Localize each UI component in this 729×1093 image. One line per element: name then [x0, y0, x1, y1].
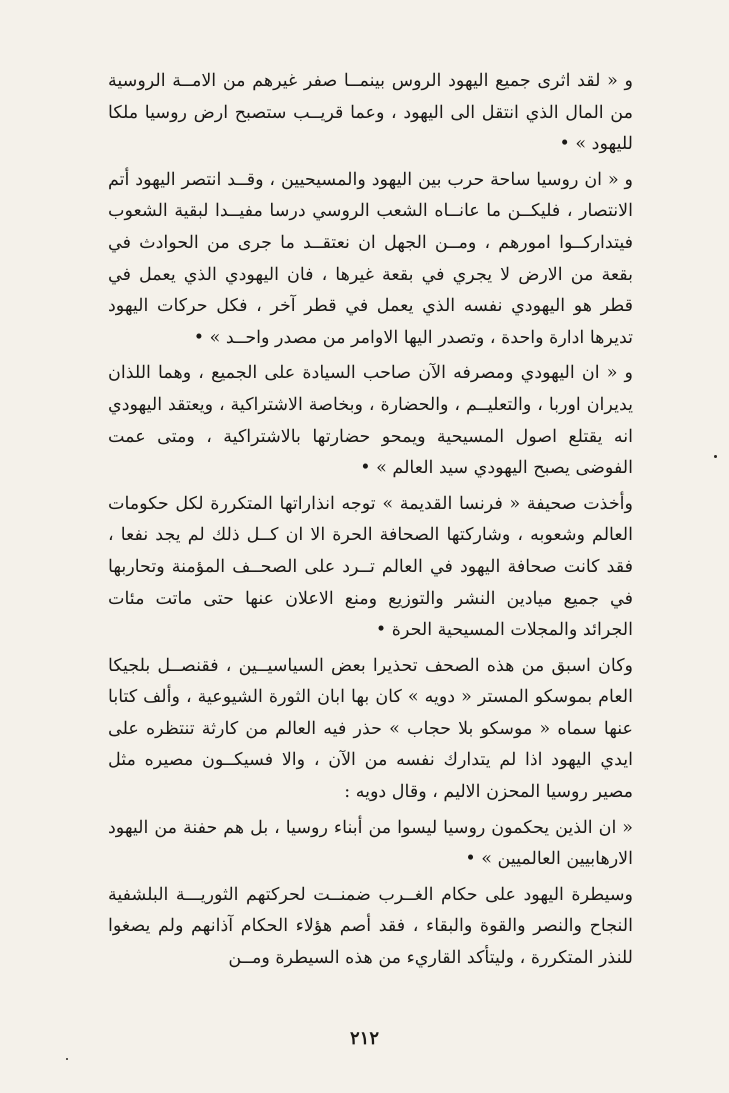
scan-speck: [66, 1058, 68, 1060]
page-number: ٢١٢: [349, 1028, 379, 1049]
scan-speck: [714, 455, 717, 458]
paragraph-3: و « ان اليهودي ومصرفه الآن صاحب السيادة على الجميع ، وهما اللذان يديران اوربا ، والتعليــم ، والحضارة ، وبخاصة الاشتراكية ، ويعتقد اليهودي انه يقتلع اصول المسيحية ويمحو حضارتها بالاشتراكية ، ومتى عمت الفوضى يصبح اليهودي سيد العالم » •: [108, 363, 633, 479]
paragraph-4: وأخذت صحيفة « فرنسا القديمة » توجه انذاراتها المتكررة لكل حكومات العالم وشعوبه ، وشاركتها الصحافة الحرة الا ان كــل ذلك لم يجد نفعا ، فقد كانت صحافة اليهود في العالم تــرد على الصحــف المؤمنة وتحاربها في جميع ميادين النشر والتوزيع ومنع الاعلان عنها حتى ماتت مئات الجرائد والمجلات المسيحية الحرة •: [108, 493, 633, 641]
body-text: [108, 66, 633, 979]
paragraph-2: و « ان روسيا ساحة حرب بين اليهود والمسيحيين ، وقــد انتصر اليهود أتم الانتصار ، فليكــن ما عانــاه الشعب الروسي درسا مفيــدا لبقية الشعوب فيتداركــوا امورهم ، ومــن الجهل ان نعتقــد ما جرى من الحوادث في بقعة من الارض لا يجري في بقعة غيرها ، فان اليهودي الذي يعمل في قطر هو اليهودي نفسه الذي يعمل في قطر آخر ، فكل حركات اليهود تديرها ادارة واحدة ، وتصدر اليها الاوامر من مصدر واحــد » •: [108, 169, 633, 348]
quotation-paragraph: « ان الذين يحكمون روسيا ليسوا من أبناء روسيا ، بل هم حفنة من اليهود الارهابيين العالميين » •: [108, 817, 633, 870]
paragraph-5: وكان اسبق من هذه الصحف تحذيرا بعض السياسيــين ، فقنصــل بلجيكا العام بموسكو المستر « دويه » كان بها ابان الثورة الشيوعية ، وألف كتابا عنها سماه « موسكو بلا حجاب » حذر فيه العالم من كارثة تنتظره على ايدي اليهود اذا لم يتدارك نفسه من الآن ، والا فسيكــون مصيره مثل مصير روسيا المحزن الاليم ، وقال دويه :: [108, 655, 633, 803]
paragraph-1: و « لقد اثرى جميع اليهود الروس بينمــا صفر غيرهم من الامــة الروسية من المال الذي انتقل الى اليهود ، وعما قريــب ستصبح ارض روسيا ملكا لليهود » •: [108, 71, 633, 155]
paragraph-7: وسيطرة اليهود على حكام الغــرب ضمنــت لحركتهم الثوريـــة البلشفية النجاح والنصر والقوة والبقاء ، فقد أصم هؤلاء الحكام آذانهم ولم يصغوا للنذر المتكررة ، وليتأكد القاريء من هذه السيطرة ومــن: [108, 884, 633, 969]
